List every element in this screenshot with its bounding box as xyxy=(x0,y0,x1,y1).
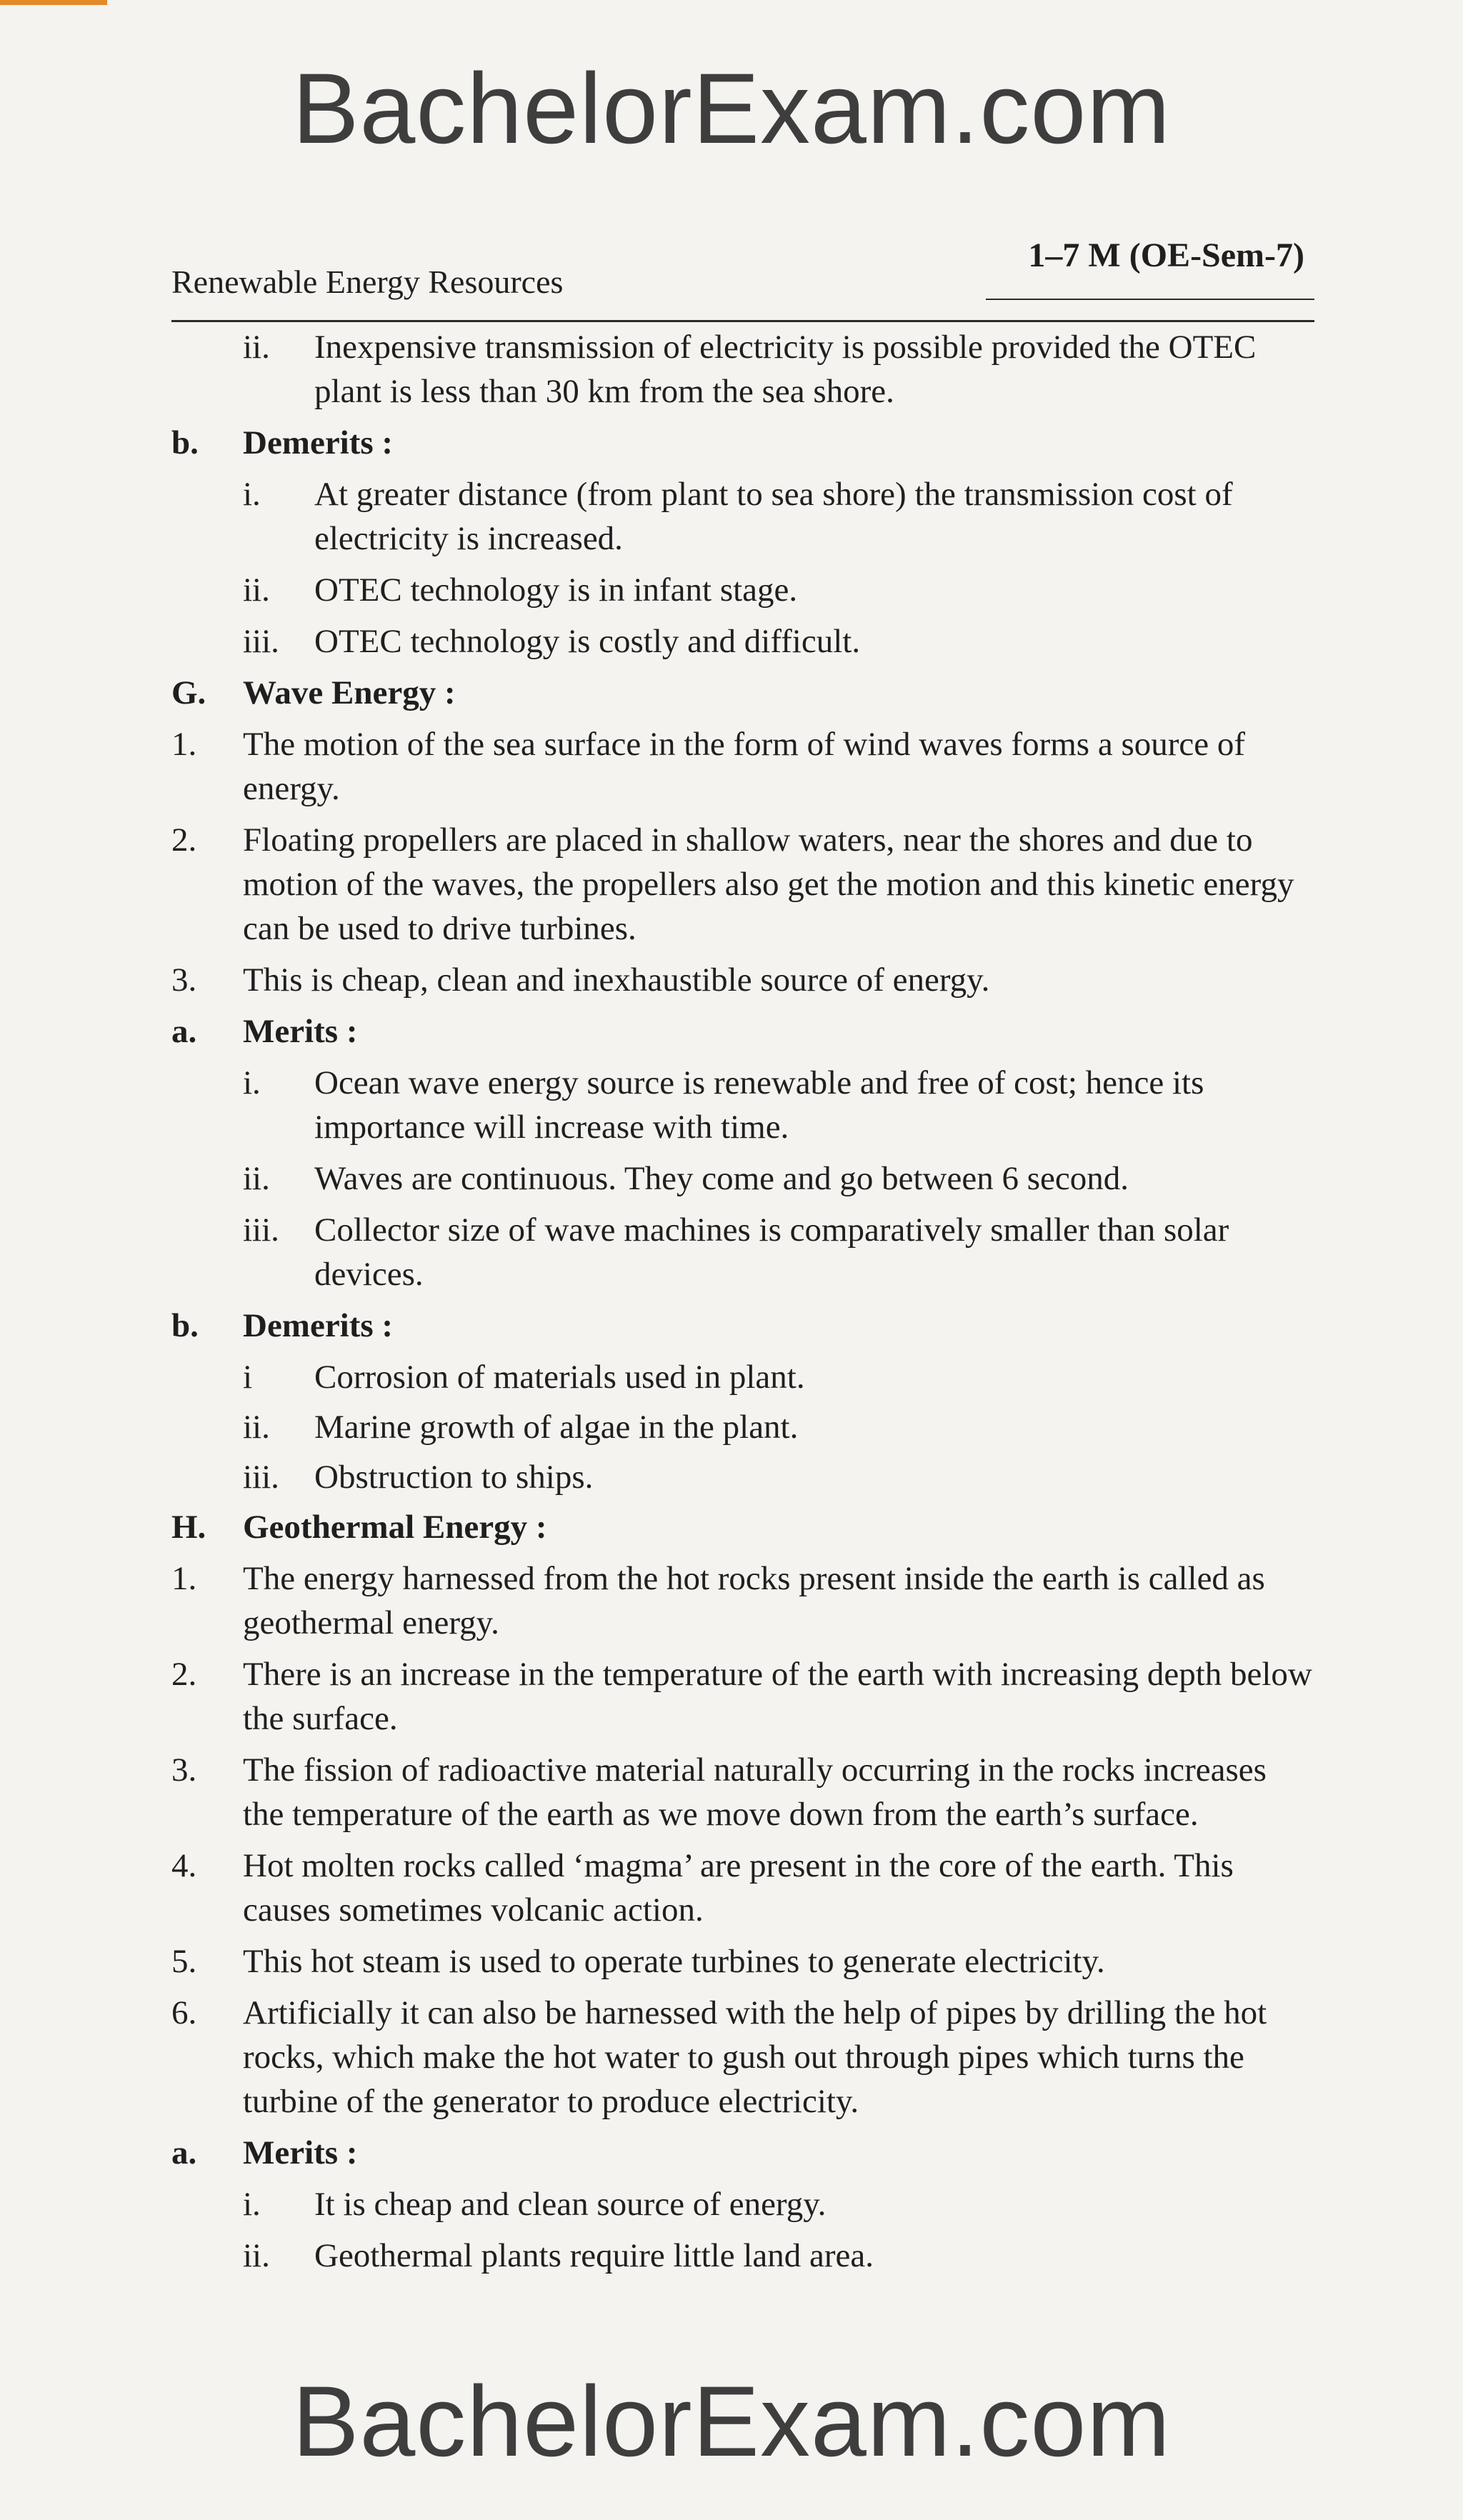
item-text: Geothermal Energy : xyxy=(243,1509,547,1546)
item-text: There is an increase in the temperature of the earth with increasing depth below the surface. xyxy=(243,1656,1312,1737)
list-item xyxy=(171,568,1314,612)
item-label: i. xyxy=(243,2186,261,2223)
header-rule xyxy=(171,320,1314,322)
item-text: Marine growth of algae in the plant. xyxy=(314,1409,799,1446)
list-item xyxy=(171,1939,1314,1984)
list-item xyxy=(171,1455,1314,1499)
item-text: Demerits : xyxy=(243,1307,394,1344)
item-label: 1. xyxy=(171,726,197,763)
list-item xyxy=(171,1208,1314,1296)
list-item xyxy=(171,619,1314,664)
item-text: Ocean wave energy source is renewable and free of cost; hence its importance will increase with time. xyxy=(314,1064,1204,1146)
item-text: Geothermal plants require little land area. xyxy=(314,2237,874,2274)
section-heading xyxy=(171,1304,1314,1348)
list-item xyxy=(171,1355,1314,1399)
section-heading xyxy=(171,1505,1314,1549)
item-text: OTEC technology is costly and difficult. xyxy=(314,623,861,660)
item-text: Artificially it can also be harnessed with the help of pipes by drilling the hot rocks, which make the hot water to gush out through pipes which turns the turbine of the generator to produce electricity. xyxy=(243,1994,1267,2120)
item-label: a. xyxy=(171,2134,197,2171)
list-item xyxy=(171,722,1314,811)
section-heading xyxy=(171,1009,1314,1054)
list-item xyxy=(171,1405,1314,1449)
item-text: Collector size of wave machines is comparatively smaller than solar devices. xyxy=(314,1211,1229,1293)
header-rule-short xyxy=(986,299,1314,300)
corner-mark xyxy=(0,0,107,5)
item-text: It is cheap and clean source of energy. xyxy=(314,2186,827,2223)
list-item xyxy=(171,1652,1314,1741)
list-item xyxy=(171,1991,1314,2124)
list-item xyxy=(171,1061,1314,1149)
item-label: i. xyxy=(243,1064,261,1101)
item-label: iii. xyxy=(243,1211,279,1249)
item-text: This hot steam is used to operate turbines to generate electricity. xyxy=(243,1943,1105,1980)
item-label: b. xyxy=(171,1307,199,1344)
item-text: The energy harnessed from the hot rocks present inside the earth is called as geothermal energy. xyxy=(243,1560,1265,1641)
page-header-title: Renewable Energy Resources xyxy=(171,264,564,300)
item-text: Hot molten rocks called ‘magma’ are present in the core of the earth. This causes sometimes volcanic action. xyxy=(243,1847,1234,1929)
item-text: Inexpensive transmission of electricity is possible provided the OTEC plant is less than 30 km from the sea shore. xyxy=(314,329,1257,410)
watermark-bottom: BachelorExam.com xyxy=(292,2365,1171,2477)
item-label: i. xyxy=(243,476,261,513)
item-label: G. xyxy=(171,674,206,711)
item-label: 6. xyxy=(171,1994,197,2031)
item-text: Floating propellers are placed in shallow waters, near the shores and due to motion of the waves, the propellers also get the motion and this kinetic energy can be used to drive turbines. xyxy=(243,821,1294,947)
item-label: 2. xyxy=(171,821,197,859)
item-text: Demerits : xyxy=(243,424,394,461)
item-text: At greater distance (from plant to sea shore) the transmission cost of electricity is increased. xyxy=(314,476,1233,557)
list-item xyxy=(171,1156,1314,1201)
list-item xyxy=(171,325,1314,414)
item-label: H. xyxy=(171,1509,206,1546)
item-label: b. xyxy=(171,424,199,461)
watermark-top: BachelorExam.com xyxy=(292,52,1171,164)
item-label: 3. xyxy=(171,1751,197,1789)
list-item xyxy=(171,2234,1314,2278)
item-text: The fission of radioactive material naturally occurring in the rocks increases the temperature of the earth as we move down from the earth’s surface. xyxy=(243,1751,1267,1833)
item-text: This is cheap, clean and inexhaustible source of energy. xyxy=(243,961,990,999)
item-label: 2. xyxy=(171,1656,197,1693)
section-heading xyxy=(171,421,1314,465)
item-label: iii. xyxy=(243,1459,279,1496)
page-content xyxy=(171,325,1314,2285)
item-label: 4. xyxy=(171,1847,197,1884)
item-label: iii. xyxy=(243,623,279,660)
list-item xyxy=(171,818,1314,951)
page-header-code: 1–7 M (OE-Sem-7) xyxy=(1028,236,1304,274)
item-text: Obstruction to ships. xyxy=(314,1459,594,1496)
list-item xyxy=(171,1844,1314,1932)
item-label: ii. xyxy=(243,2237,270,2274)
list-item xyxy=(171,2182,1314,2226)
section-heading xyxy=(171,671,1314,715)
item-label: ii. xyxy=(243,1160,270,1197)
item-text: Wave Energy : xyxy=(243,674,456,711)
item-label: 5. xyxy=(171,1943,197,1980)
item-text: The motion of the sea surface in the form of wind waves forms a source of energy. xyxy=(243,726,1246,807)
list-item xyxy=(171,958,1314,1002)
item-label: ii. xyxy=(243,1409,270,1446)
item-label: ii. xyxy=(243,329,270,366)
item-text: Merits : xyxy=(243,2134,358,2171)
item-label: ii. xyxy=(243,571,270,609)
item-label: i xyxy=(243,1359,253,1396)
list-item xyxy=(171,1748,1314,1836)
item-text: Merits : xyxy=(243,1013,358,1050)
item-label: 1. xyxy=(171,1560,197,1597)
item-text: OTEC technology is in infant stage. xyxy=(314,571,798,609)
list-item xyxy=(171,472,1314,561)
item-text: Waves are continuous. They come and go between 6 second. xyxy=(314,1160,1129,1197)
item-text: Corrosion of materials used in plant. xyxy=(314,1359,805,1396)
list-item xyxy=(171,1556,1314,1645)
section-heading xyxy=(171,2131,1314,2175)
item-label: a. xyxy=(171,1013,197,1050)
item-label: 3. xyxy=(171,961,197,999)
